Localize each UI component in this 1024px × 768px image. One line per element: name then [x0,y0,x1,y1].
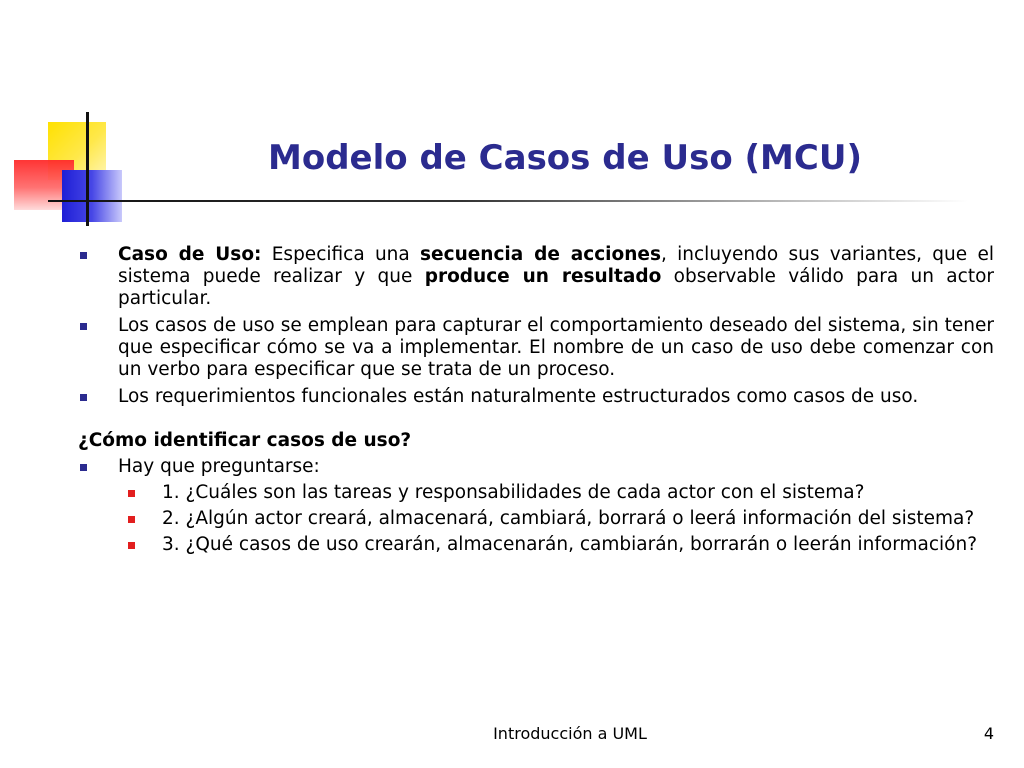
sub-question-text: 1. ¿Cuáles son las tareas y responsabilidades de cada actor con el sistema? [162,482,865,503]
bullet-label: Caso de Uso: [118,244,262,265]
bullet-text: Hay que preguntarse: [118,456,320,477]
bullet-text: Los casos de uso se emplean para capturar el comportamiento deseado del sistema, sin tener que especificar cómo se va a implementar. El nombre de un caso de uso debe comenzar con un verbo para especificar que se trata de un proceso. [118,315,994,380]
sub-question-text: 3. ¿Qué casos de uso crearán, almacenarán, cambiarán, borrarán o leerán información? [162,534,978,555]
sub-question-text: 2. ¿Algún actor creará, almacenará, cambiará, borrará o leerá información del sistema? [162,508,975,529]
decorative-squares [0,0,140,240]
bullet-text: , incluyendo sus variantes, que el sistema puede realizar y que [118,244,994,287]
bullet-bold-text: produce un resultado [424,266,662,287]
footer-title: Introducción a UML [493,724,647,743]
red-square-bullet-icon [128,490,135,497]
bullet-requerimientos [78,386,994,408]
sub-question-item [118,482,994,504]
bullet-text: observable válido para un actor particular. [118,266,994,309]
square-bullet-icon [80,252,87,259]
square-bullet-icon [80,394,87,401]
bullet-text: Especifica una [261,244,421,265]
bullet-list [78,244,994,408]
sub-question-item [118,508,994,530]
slide-title: Modelo de Casos de Uso (MCU) [268,138,862,178]
bullet-casos-de-uso [78,315,994,381]
question-heading: ¿Cómo identificar casos de uso? [78,430,412,451]
red-square-bullet-icon [128,542,135,549]
bullet-bold-text: secuencia de acciones [420,244,661,265]
title-underline [48,200,968,202]
bullet-preguntarse [78,456,994,556]
vertical-line [86,112,89,226]
question-list [78,456,994,556]
bullet-text: Los requerimientos funcionales están naturalmente estructurados como casos de uso. [118,386,919,407]
square-bullet-icon [80,464,87,471]
blue-square [62,170,122,222]
sub-question-list [118,482,994,556]
slide-content [78,244,994,561]
square-bullet-icon [80,323,87,330]
bullet-caso-de-uso [78,244,994,310]
page-number: 4 [983,724,994,743]
sub-question-item [118,534,994,556]
red-square-bullet-icon [128,516,135,523]
